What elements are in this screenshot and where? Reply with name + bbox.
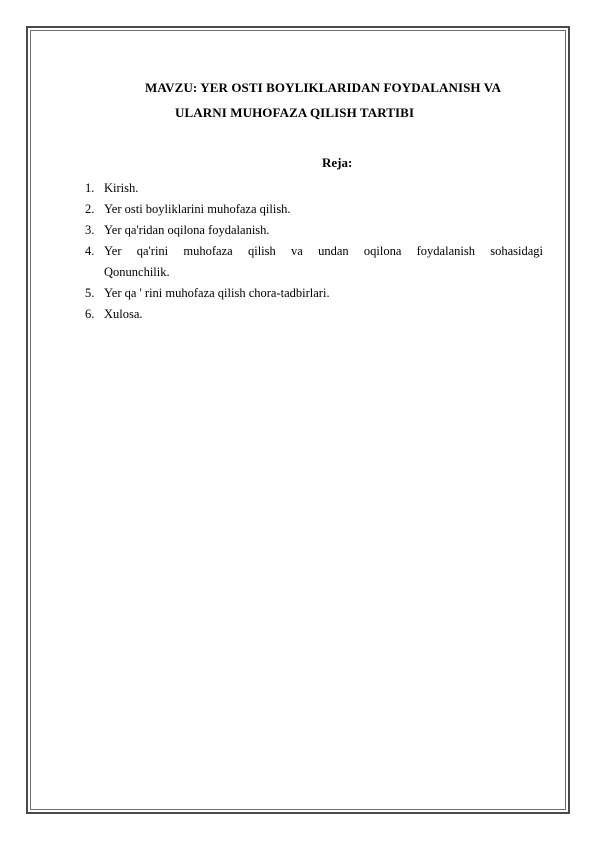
plan-item-number: 3. [85,223,95,237]
plan-list [85,178,543,325]
plan-item [85,304,543,325]
plan-item [85,220,543,241]
plan-item [85,241,543,283]
plan-item-number: 4. [85,244,95,258]
plan-item-text: Yer qa'ridan oqilona foydalanish. [104,223,270,237]
plan-item-number: 6. [85,307,95,321]
plan-heading: Reja: [322,155,353,170]
plan-item-text: Xulosa. [104,307,143,321]
plan-item-number: 5. [85,286,95,300]
plan-item [85,283,543,304]
plan-item-text-line-1: Yer qa'rini muhofaza qilish va undan oqilona foydalanish sohasidagi [104,244,543,258]
plan-item-text: Yer qa ' rini muhofaza qilish chora-tadbirlari. [104,286,330,300]
plan-item-text: Kirish. [104,181,139,195]
plan-item-number: 2. [85,202,95,216]
plan-item-text: Yer osti boyliklarini muhofaza qilish. [104,202,291,216]
plan-item-text-line-2: Qonunchilik. [104,265,170,279]
plan-item [85,199,543,220]
page-border-inner [30,30,566,810]
plan-item-number: 1. [85,181,95,195]
document-title-line-1: MAVZU: YER OSTI BOYLIKLARIDAN FOYDALANISH VA [145,80,502,95]
plan-item [85,178,543,199]
document-title-line-2: ULARNI MUHOFAZA QILISH TARTIBI [175,105,415,120]
